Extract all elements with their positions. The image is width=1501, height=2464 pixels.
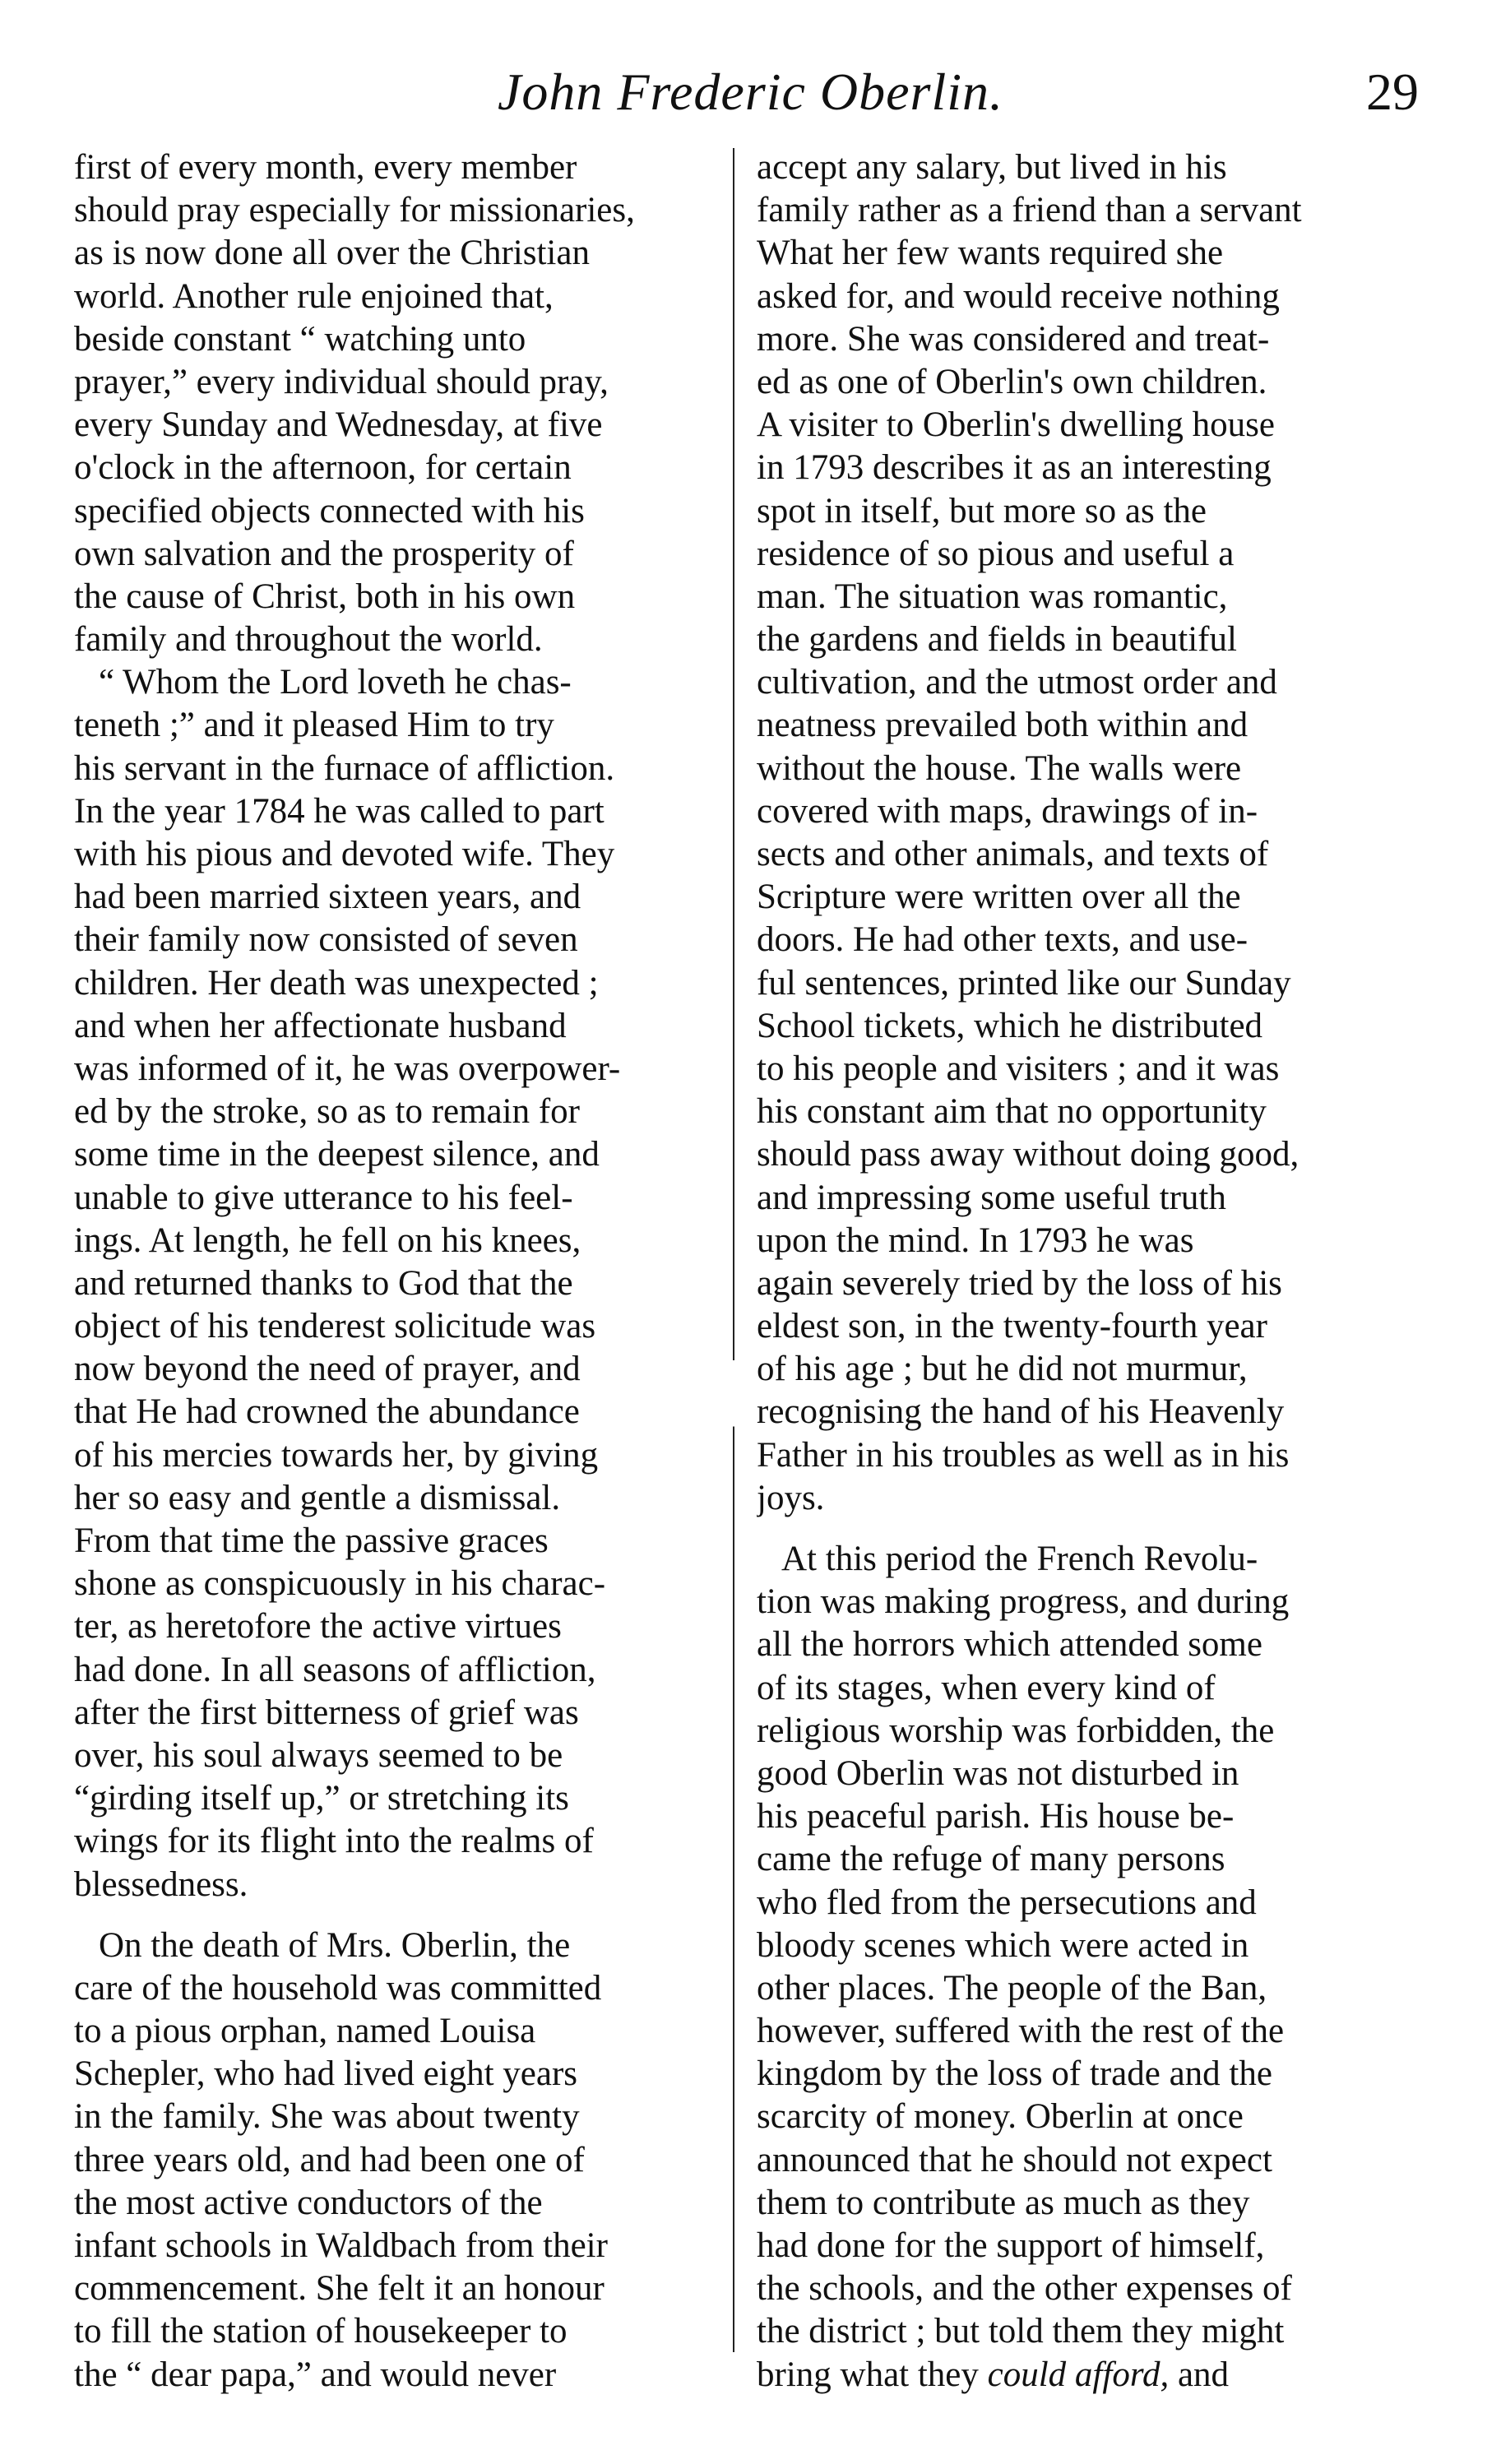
text-line: spot in itself, but more so as the bbox=[757, 491, 1207, 530]
text-line: his peaceful parish. His house be- bbox=[757, 1797, 1235, 1836]
text-line: recognising the hand of his Heavenly bbox=[757, 1392, 1285, 1432]
text-line: eldest son, in the twenty-fourth year bbox=[757, 1307, 1267, 1346]
text-line: Schepler, who had lived eight years bbox=[74, 2054, 578, 2094]
text-line: What her few wants required she bbox=[757, 234, 1224, 273]
text-run: bring what they bbox=[757, 2355, 988, 2394]
text-line: his constant aim that no opportunity bbox=[757, 1092, 1267, 1132]
text-line: came the refuge of many persons bbox=[757, 1840, 1225, 1879]
text-line: doors. He had other texts, and use- bbox=[757, 920, 1249, 960]
text-line: the schools, and the other expenses of bbox=[757, 2269, 1292, 2309]
running-title: John Frederic Oberlin. bbox=[497, 63, 1004, 121]
right-column bbox=[757, 146, 1398, 2397]
text-line: had been married sixteen years, and bbox=[74, 878, 581, 917]
text-line: three years old, and had been one of bbox=[74, 2140, 585, 2179]
emphasis-text: could afford, bbox=[987, 2355, 1170, 2394]
left-column bbox=[74, 146, 716, 2397]
text-line: accept any salary, but lived in his bbox=[757, 148, 1227, 187]
text-line: more. She was considered and treat- bbox=[757, 319, 1270, 359]
text-line: residence of so pious and useful a bbox=[757, 534, 1235, 573]
text-line: family rather as a friend than a servant bbox=[757, 191, 1302, 230]
text-line: cultivation, and the utmost order and bbox=[757, 663, 1277, 702]
text-line: object of his tenderest solicitude was bbox=[74, 1307, 596, 1346]
text-line: shone as conspicuously in his charac- bbox=[74, 1564, 606, 1604]
text-line: A visiter to Oberlin's dwelling house bbox=[757, 405, 1275, 445]
text-line: asked for, and would receive nothing bbox=[757, 276, 1280, 316]
text-line: had done. In all seasons of affliction, bbox=[74, 1650, 596, 1689]
text-line: man. The situation was romantic, bbox=[757, 577, 1228, 616]
text-line: her so easy and gentle a dismissal. bbox=[74, 1478, 561, 1517]
text-line: to fill the station of housekeeper to bbox=[74, 2312, 568, 2351]
text-line: should pass away without doing good, bbox=[757, 1135, 1299, 1174]
text-line: care of the household was committed bbox=[74, 1968, 602, 2008]
text-line: From that time the passive graces bbox=[74, 1521, 549, 1560]
text-line: unable to give utterance to his feel- bbox=[74, 1178, 573, 1217]
text-line: own salvation and the prosperity of bbox=[74, 534, 574, 573]
text-line: some time in the deepest silence, and bbox=[74, 1135, 600, 1174]
text-line: world. Another rule enjoined that, bbox=[74, 276, 554, 316]
text-line: prayer,” every individual should pray, bbox=[74, 362, 609, 401]
text-run: and bbox=[1169, 2355, 1230, 2394]
text-line: the most active conductors of the bbox=[74, 2183, 543, 2222]
text-line: first of every month, every member bbox=[74, 148, 577, 187]
text-line: neatness prevailed both within and bbox=[757, 706, 1249, 745]
text-line: the cause of Christ, both in his own bbox=[74, 577, 576, 616]
text-line: ter, as heretofore the active virtues bbox=[74, 1607, 562, 1647]
text-line: covered with maps, drawings of in- bbox=[757, 791, 1258, 831]
text-line: ings. At length, he fell on his knees, bbox=[74, 1220, 581, 1260]
text-line: infant schools in Waldbach from their bbox=[74, 2226, 608, 2265]
text-line: beside constant “ watching unto bbox=[74, 319, 526, 359]
text-line: children. Her death was unexpected ; bbox=[74, 963, 599, 1003]
text-line: all the horrors which attended some bbox=[757, 1625, 1262, 1665]
text-line: their family now consisted of seven bbox=[74, 920, 578, 960]
text-line: Father in his troubles as well as in his bbox=[757, 1435, 1290, 1475]
text-line: “girding itself up,” or stretching its bbox=[74, 1779, 569, 1818]
text-line: On the death of Mrs. Oberlin, the bbox=[99, 1925, 571, 1965]
text-line: the district ; but told them they might bbox=[757, 2312, 1285, 2351]
text-line: kingdom by the loss of trade and the bbox=[757, 2054, 1272, 2094]
text-line: should pray especially for missionaries, bbox=[74, 191, 635, 230]
text-line: bloody scenes which were acted in bbox=[757, 1925, 1249, 1965]
text-line: who fled from the persecutions and bbox=[757, 1883, 1257, 1922]
text-line: his servant in the furnace of affliction. bbox=[74, 748, 615, 788]
text-line: without the house. The walls were bbox=[757, 748, 1242, 788]
text-line: commencement. She felt it an honour bbox=[74, 2269, 605, 2309]
text-line: again severely tried by the loss of his bbox=[757, 1263, 1282, 1303]
text-line: however, suffered with the rest of the bbox=[757, 2012, 1285, 2051]
text-line: ful sentences, printed like our Sunday bbox=[757, 963, 1291, 1003]
text-line: with his pious and devoted wife. They bbox=[74, 835, 615, 873]
text-line: religious worship was forbidden, the bbox=[757, 1711, 1275, 1750]
text-line: now beyond the need of prayer, and bbox=[74, 1350, 581, 1389]
text-line: blessedness. bbox=[74, 1864, 248, 1904]
text-line: good Oberlin was not disturbed in bbox=[757, 1753, 1239, 1793]
text-line: was informed of it, he was overpower- bbox=[74, 1049, 621, 1088]
text-line: them to contribute as much as they bbox=[757, 2183, 1250, 2222]
text-line: every Sunday and Wednesday, at five bbox=[74, 405, 603, 445]
text-line: to a pious orphan, named Louisa bbox=[74, 2012, 536, 2051]
running-head bbox=[74, 51, 1427, 133]
text-line: as is now done all over the Christian bbox=[74, 234, 590, 273]
text-line: and impressing some useful truth bbox=[757, 1178, 1226, 1217]
page-number: 29 bbox=[1366, 63, 1419, 121]
text-line: ed as one of Oberlin's own children. bbox=[757, 362, 1267, 401]
text-line: sects and other animals, and texts of bbox=[757, 835, 1269, 873]
text-line: joys. bbox=[757, 1478, 825, 1517]
text-line: “ Whom the Lord loveth he chas- bbox=[99, 663, 572, 702]
text-line: tion was making progress, and during bbox=[757, 1582, 1290, 1622]
text-line: and returned thanks to God that the bbox=[74, 1263, 573, 1303]
text-line: In the year 1784 he was called to part bbox=[74, 791, 605, 831]
text-line: family and throughout the world. bbox=[74, 620, 543, 660]
text-line: School tickets, which he distributed bbox=[757, 1006, 1263, 1045]
text-line: after the first bitterness of grief was bbox=[74, 1693, 579, 1732]
text-line: in 1793 describes it as an interesting bbox=[757, 448, 1272, 488]
text-line: that He had crowned the abundance bbox=[74, 1392, 580, 1432]
text-line: announced that he should not expect bbox=[757, 2140, 1272, 2179]
text-line: and when her affectionate husband bbox=[74, 1006, 567, 1045]
text-line: At this period the French Revolu- bbox=[781, 1540, 1258, 1578]
text-line: over, his soul always seemed to be bbox=[74, 1735, 563, 1775]
text-line: wings for its flight into the realms of bbox=[74, 1822, 594, 1861]
text-line: of his age ; but he did not murmur, bbox=[757, 1350, 1248, 1389]
text-line: ed by the stroke, so as to remain for bbox=[74, 1092, 580, 1132]
text-line: of its stages, when every kind of bbox=[757, 1668, 1216, 1707]
text-line: the gardens and fields in beautiful bbox=[757, 620, 1237, 660]
text-line: upon the mind. In 1793 he was bbox=[757, 1220, 1194, 1260]
text-line: in the family. She was about twenty bbox=[74, 2097, 580, 2137]
text-line bbox=[757, 2354, 1398, 2397]
text-line: scarcity of money. Oberlin at once bbox=[757, 2097, 1244, 2137]
text-line: the “ dear papa,” and would never bbox=[74, 2355, 557, 2394]
text-line: other places. The people of the Ban, bbox=[757, 1968, 1267, 2008]
text-line: teneth ;” and it pleased Him to try bbox=[74, 706, 554, 745]
text-line: Scripture were written over all the bbox=[757, 878, 1241, 917]
text-line: specified objects connected with his bbox=[74, 491, 585, 530]
text-line: o'clock in the afternoon, for certain bbox=[74, 448, 572, 488]
text-line: had done for the support of himself, bbox=[757, 2226, 1265, 2265]
text-line: to his people and visiters ; and it was bbox=[757, 1049, 1280, 1088]
column-rule bbox=[733, 148, 734, 2352]
text-line: of his mercies towards her, by giving bbox=[74, 1435, 599, 1475]
